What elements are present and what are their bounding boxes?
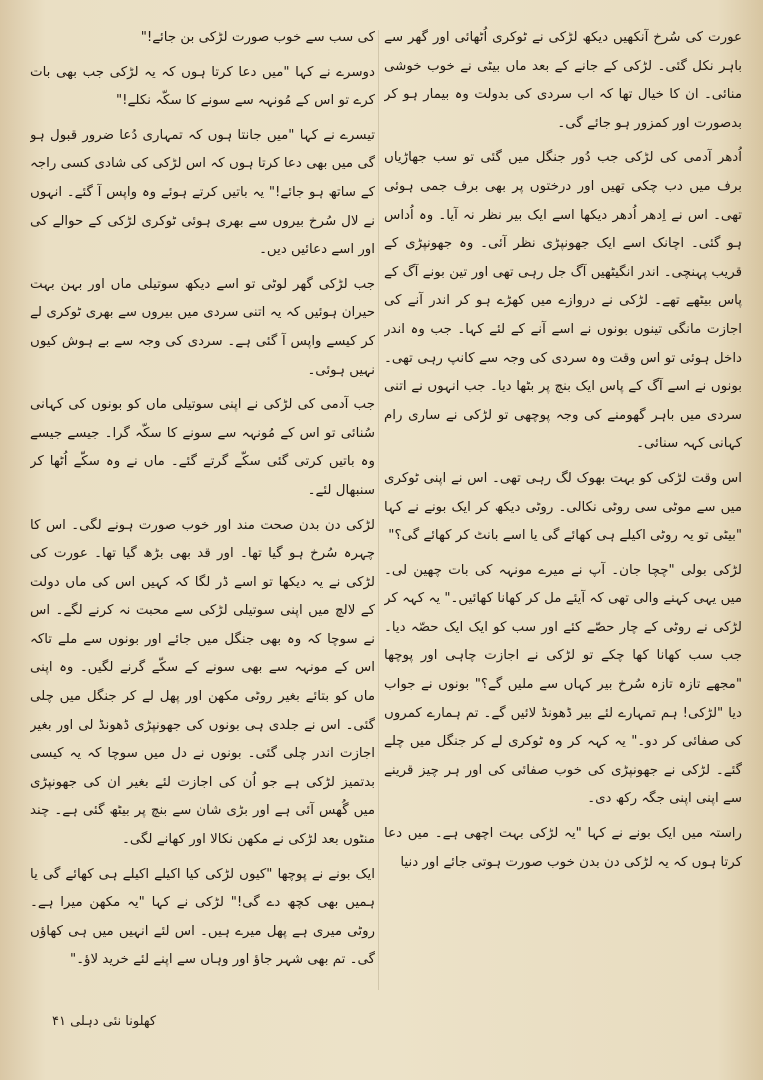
text-column-left bbox=[30, 24, 375, 990]
paragraph: دوسرے نے کہا "میں دعا کرتا ہوں کہ یہ لڑکی جب بھی بات کرے تو اس کے مُونہہ سے سونے کا سکّہ نکلے!" bbox=[30, 64, 375, 109]
paragraph: اُدھر آدمی کی لڑکی جب دُور جنگل میں گئی تو سب جھاڑیاں برف میں دب چکی تھیں اور درختوں پر بھی برف جمی ہوئی تھی۔ اس نے اِدھر اُدھر دیکھا اسے ایک بیر نظر نہ آیا۔ وہ اُداس ہو گئی۔ اچانک اسے ایک جھونپڑی نظر آئی۔ وہ جھونپڑی کے قریب پہنچی۔ اندر انگیٹھیں آگ جل رہی تھی اور تین بونے آگ کے پاس بیٹھے تھے۔ لڑکی نے دروازے میں کھڑے ہو کر اندر آنے کی اجازت مانگی تینوں بونوں نے اسے آنے کے لئے کہا۔ جب وہ اندر داخل ہوئی تو اس وقت وہ سردی کی وجہ سے کانپ رہی تھی۔ بونوں نے اسے آگ کے پاس ایک بنچ پر بٹھا دیا۔ جب انہوں نے اتنی سردی میں باہر گھومنے کی وجہ پوچھی تو لڑکی نے ساری رام کہانی کہہ سنائی۔ bbox=[384, 150, 742, 452]
paragraph: جب آدمی کی لڑکی نے اپنی سوتیلی ماں کو بونوں کی کہانی سُنائی تو اس کے مُونہہ سے سونے کا سکّہ گرا۔ جیسے جیسے وہ باتیں کرتی گئی سکّے گرتے گئے۔ ماں نے وہ سکّے اُٹھا کر سنبھال لئے۔ bbox=[30, 397, 375, 498]
paragraph: راستہ میں ایک بونے نے کہا "یہ لڑکی بہت اچھی ہے۔ میں دعا کرتا ہوں کہ یہ لڑکی دن بدن خوب صورت ہوتی جائے اور دنیا bbox=[384, 826, 742, 870]
paragraph: لڑکی دن بدن صحت مند اور خوب صورت ہونے لگی۔ اس کا چہرہ سُرخ ہو گیا تھا۔ اور قد بھی بڑھ گیا تھا۔ عورت کی لڑکی نے یہ دیکھا تو اسے ڈر لگا کہ کہیں اس کی ماں دولت کے لالچ میں اپنی سوتیلی لڑکی سے محبت نہ کرنے لگے۔ اس نے سوچا کہ وہ بھی جنگل میں جائے اور بونوں سے ملے تاکہ اس کے مونہہ سے بھی سونے کے سکّے گرنے لگیں۔ وہ اپنی ماں کو بتائے بغیر روٹی مکھن اور پھل لے کر جنگل میں چلی گئی۔ اس نے جلدی ہی بونوں کی جھونپڑی ڈھونڈ لی اور بغیر اجازت اندر چلی گئی۔ بونوں نے دل میں سوچا کہ یہ کیسی بدتمیز لڑکی ہے جو اُن کی اجازت لئے بغیر ان کی جھونپڑی میں گُھس آئی ہے اور بڑی شان سے بنچ پر بیٹھ گئی ہے۔ چند منٹوں بعد لڑکی نے مکھن نکالا اور کھانے لگی۔ bbox=[30, 517, 375, 848]
paragraph: اس وقت لڑکی کو بہت بھوک لگ رہی تھی۔ اس نے اپنی ٹوکری میں سے موٹی سی روٹی نکالی۔ روٹی دیکھ کر ایک بونے نے کہا "بیٹی تو یہ روٹی اکیلے ہی کھائے گی یا اسے بانٹ کر کھائے گی؟" bbox=[384, 470, 742, 544]
paragraph: ایک بونے نے پوچھا "کیوں لڑکی کیا اکیلے اکیلے ہی کھائے گی یا ہمیں بھی کچھ دے گی!" لڑکی نے کہا "یہ مکھن میرا ہے۔ روٹی میری ہے پھل میرے ہیں۔ اس لئے انہیں میں ہی کھاؤں گی۔ تم بھی شہر جاؤ اور وہاں سے اپنے لئے خرید لاؤ۔" bbox=[30, 866, 375, 968]
paragraph: لڑکی بولی "چچا جان۔ آپ نے میرے مونہہ کی بات چھین لی۔ میں یہی کہنے والی تھی کہ آیئے مل کر کھانا کھائیں۔" یہ کہہ کر لڑکی نے روٹی کے چار حصّے کئے اور سب کو ایک ایک حصّہ دیا۔ جب سب کھانا کھا چکے تو لڑکی نے اجازت چاہی اور پوچھا "مجھے تازہ تازہ سُرخ بیر کہاں سے ملیں گے؟" بونوں نے جواب دیا "لڑکی! ہم تمہارے لئے بیر ڈھونڈ لائیں گے۔ تم ہمارے کمروں کی صفائی کر دو۔" یہ کہہ کر وہ ٹوکری لے کر جنگل میں چلے گئے۔ لڑکی نے جھونپڑی کی خوب صفائی کی اور ہر چیز قرینے سے اپنی اپنی جگہ رکھ دی۔ bbox=[384, 562, 742, 807]
text-column-right bbox=[384, 24, 742, 990]
paragraph: کی سب سے خوب صورت لڑکی بن جائے!" bbox=[140, 30, 375, 45]
paragraph: عورت کی سُرخ آنکھیں دیکھ لڑکی نے ٹوکری اُٹھائی اور گھر سے باہر نکل گئی۔ لڑکی کے جانے کے بعد ماں بیٹی نے خوب خوشی منائی۔ ان کا خیال تھا کہ اب سردی کی بدولت وہ بیمار ہو کر بدصورت اور کمزور ہو جائے گی۔ bbox=[384, 30, 742, 131]
column-divider bbox=[378, 30, 379, 990]
page-footer: کھلونا نئی دہلی ۴۱ bbox=[52, 1014, 157, 1029]
paragraph: جب لڑکی گھر لوٹی تو اسے دیکھ سوتیلی ماں اور بہن بہت حیران ہوئیں کہ یہ اتنی سردی میں بیروں سے بھری ٹوکری لے کر کیسے واپس آ گئی ہے۔ سردی کی وجہ سے بے ہوش کیوں نہیں ہوئی۔ bbox=[30, 276, 375, 378]
paragraph: تیسرے نے کہا "میں جانتا ہوں کہ تمہاری دُعا ضرور قبول ہو گی میں بھی دعا کرتا ہوں کہ اس لڑکی کی شادی کسی راجہ کے ساتھ ہو جائے!" یہ باتیں کرتے ہوئے وہ واپس آ گئے۔ انہوں نے لال سُرخ بیروں سے بھری ہوئی ٹوکری لڑکی کے حوالے کی اور اسے دعائیں دیں۔ bbox=[30, 127, 375, 258]
